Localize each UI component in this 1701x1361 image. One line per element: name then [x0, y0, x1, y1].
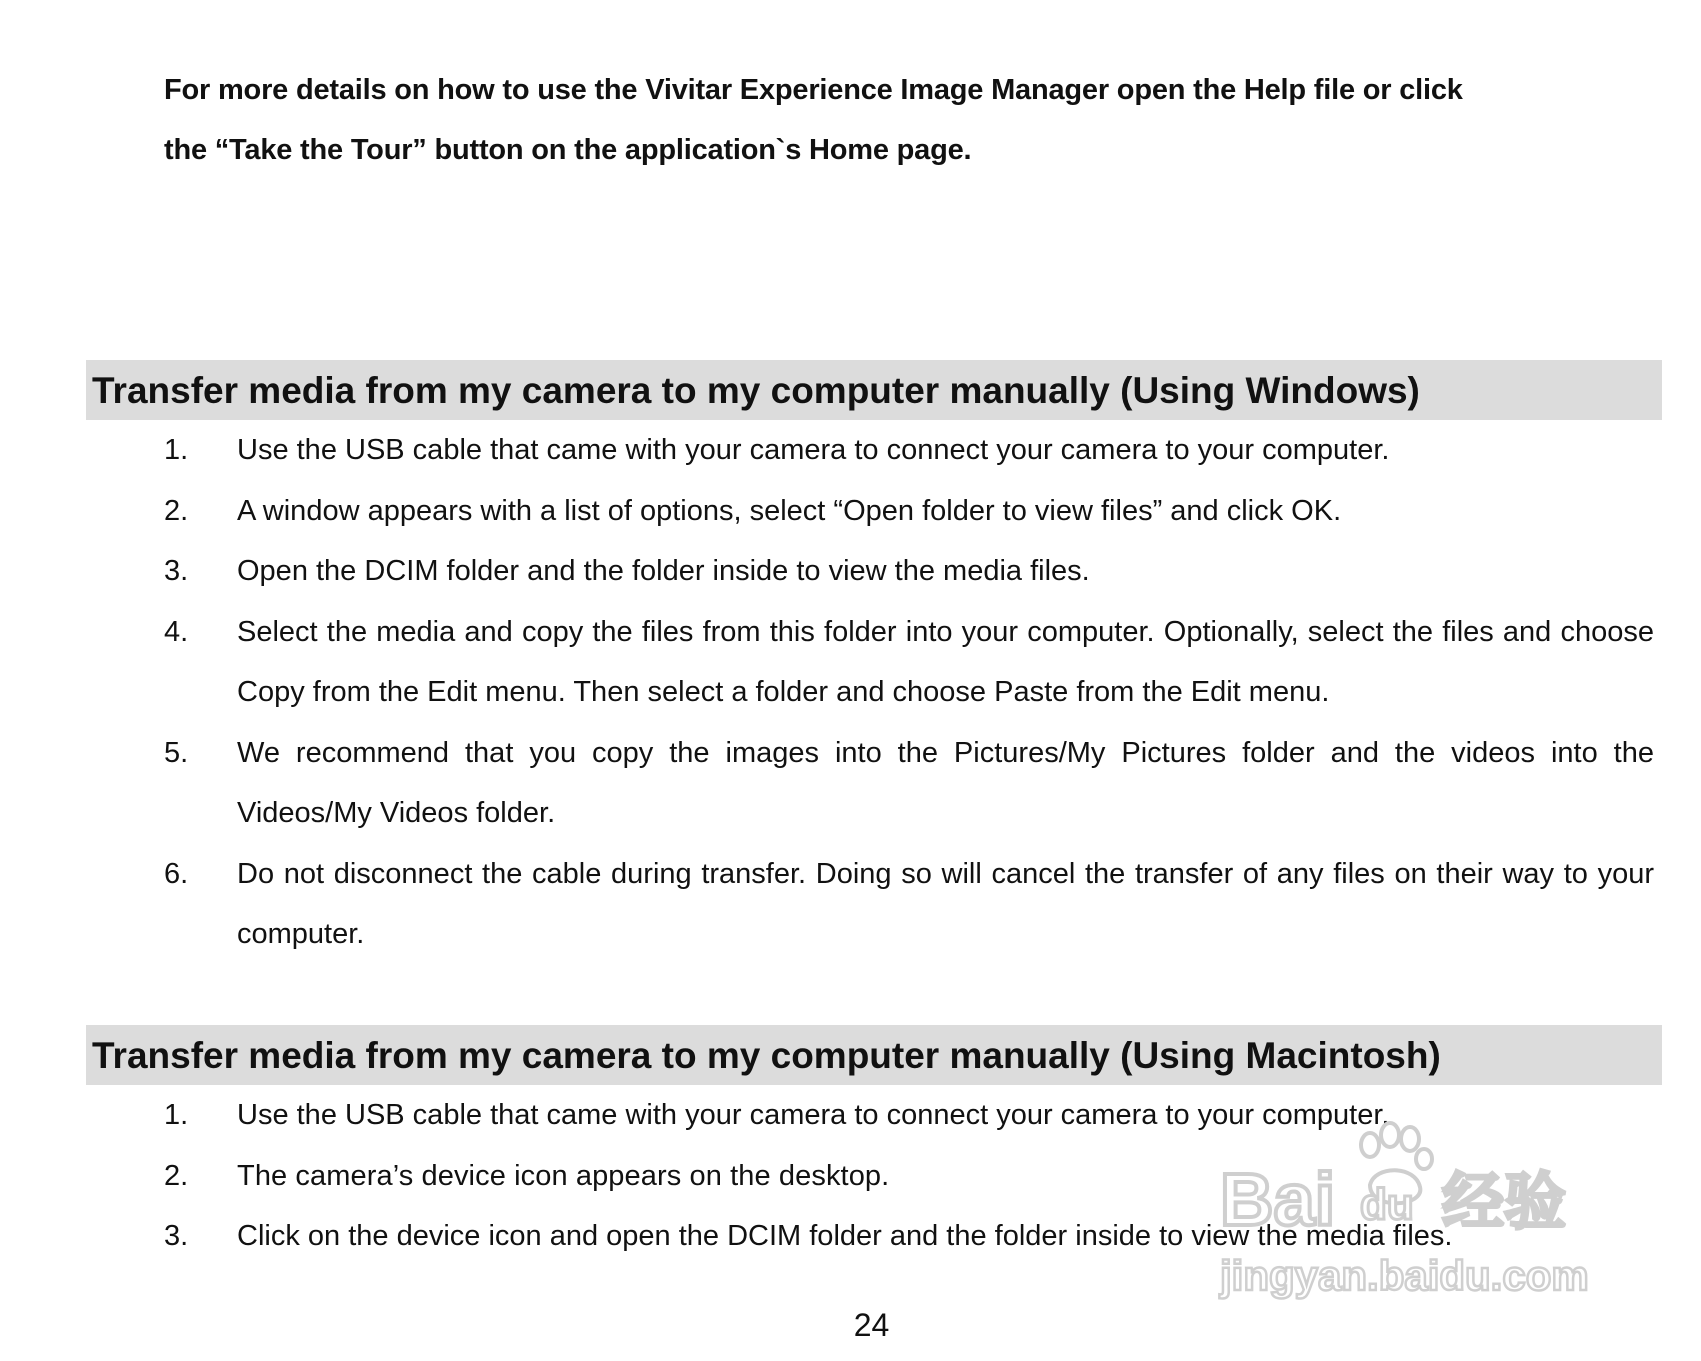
step-number: 1.: [164, 1099, 189, 1131]
step-text: A window appears with a list of options, select “Open folder to view files” and click OK.: [237, 494, 1342, 527]
intro-line-2: the “Take the Tour” button on the application`s Home page.: [164, 134, 972, 166]
step-number: 5.: [164, 736, 189, 769]
list-item: [164, 844, 1654, 965]
steps-list-macintosh: [164, 1085, 1654, 1267]
step-number: 2.: [164, 1159, 189, 1192]
step-text: Select the media and copy the files from this folder into your computer. Optionally, select the files and choose Copy from the Edit menu. Then select a folder and choose Paste from the Edit menu.: [237, 615, 1654, 708]
step-text: We recommend that you copy the images into the Pictures/My Pictures folder and the videos into the Videos/My Videos folder.: [237, 736, 1654, 829]
intro-paragraph: [164, 60, 1654, 180]
step-text: Open the DCIM folder and the folder inside to view the media files.: [237, 555, 1090, 587]
list-item: [164, 420, 1654, 481]
section-heading-windows: Transfer media from my camera to my computer manually (Using Windows): [86, 360, 1662, 420]
list-item: [164, 602, 1654, 723]
svg-text:du: du: [1360, 1180, 1414, 1229]
step-number: 1.: [164, 434, 189, 466]
page-number: 24: [853, 1307, 890, 1343]
list-item: [164, 723, 1654, 844]
steps-list-windows: [164, 420, 1654, 965]
list-item: [164, 1146, 1654, 1207]
intro-line-1: For more details on how to use the Vivitar Experience Image Manager open the Help file or click: [164, 74, 1463, 106]
step-number: 3.: [164, 1220, 189, 1252]
step-text: The camera’s device icon appears on the desktop.: [237, 1159, 890, 1192]
watermark-url-text: jingyan.baidu.com: [1220, 1252, 1589, 1299]
watermark-brand-text: Bai: [1220, 1158, 1336, 1241]
list-item: [164, 541, 1654, 602]
step-text: Use the USB cable that came with your camera to connect your camera to your computer.: [237, 434, 1390, 466]
step-text: Use the USB cable that came with your camera to connect your camera to your computer.: [237, 1099, 1390, 1131]
list-item: [164, 1206, 1654, 1267]
list-item: [164, 481, 1654, 542]
svg-text:经验: 经验: [1442, 1165, 1567, 1238]
step-number: 3.: [164, 555, 189, 587]
step-text: Click on the device icon and open the DCIM folder and the folder inside to view the media files.: [237, 1220, 1453, 1252]
step-number: 2.: [164, 494, 189, 527]
step-text: Do not disconnect the cable during transfer. Doing so will cancel the transfer of any files on their way to your computer.: [237, 857, 1654, 950]
step-number: 4.: [164, 615, 189, 648]
section-heading-macintosh: Transfer media from my camera to my computer manually (Using Macintosh): [86, 1025, 1662, 1085]
list-item: [164, 1085, 1654, 1146]
step-number: 6.: [164, 857, 189, 890]
